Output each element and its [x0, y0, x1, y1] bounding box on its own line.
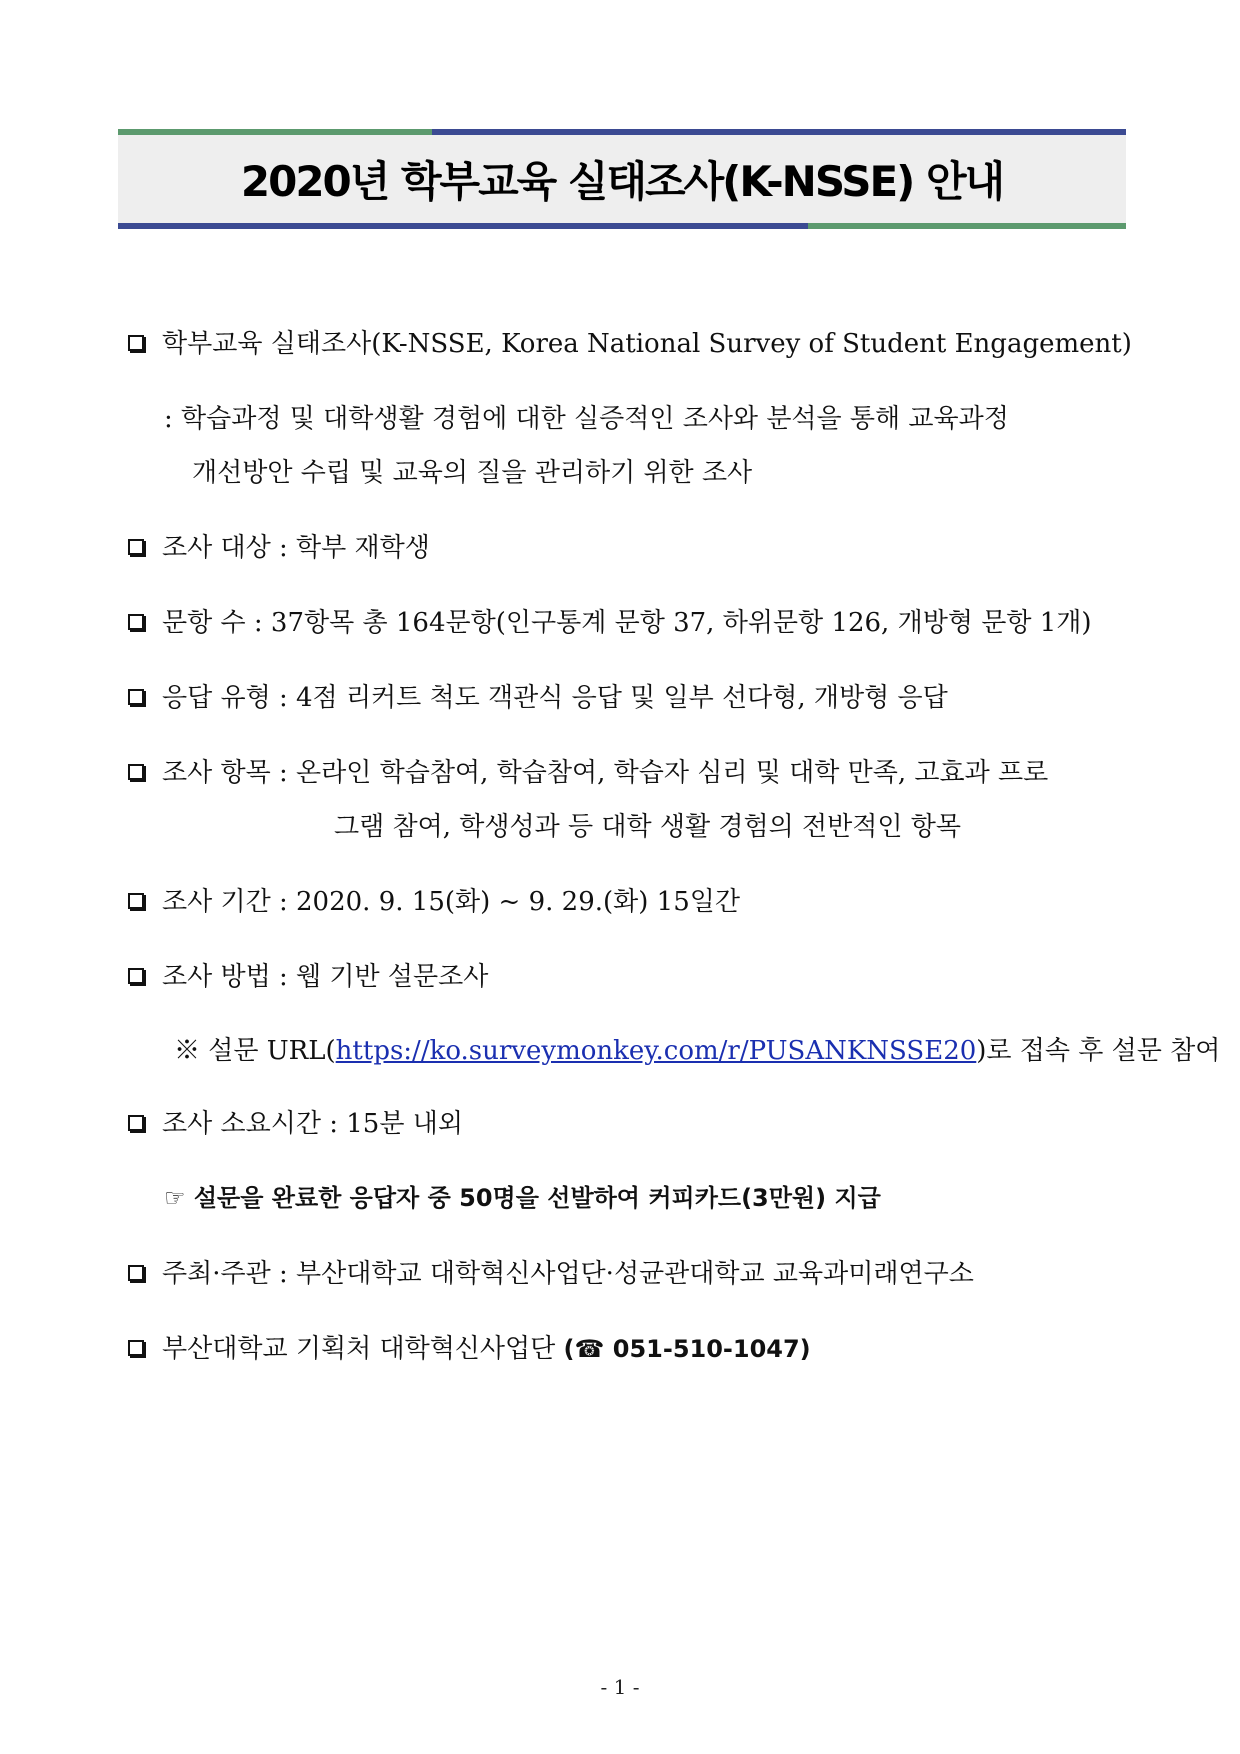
- checkbox-bullet-icon: [128, 335, 144, 351]
- checkbox-bullet-icon: [128, 539, 144, 555]
- response-type-text: 응답 유형 : 4점 리커트 척도 객관식 응답 및 일부 선다형, 개방형 응답: [162, 683, 948, 713]
- list-item-target: [128, 527, 430, 564]
- intro-desc-line-1: : 학습과정 및 대학생활 경험에 대한 실증적인 조사와 분석을 통해 교육과정: [164, 404, 1009, 434]
- list-item-intro: [128, 323, 1132, 360]
- checkbox-bullet-icon: [128, 1265, 144, 1281]
- list-item-method: [128, 956, 488, 993]
- list-item-period: [128, 881, 740, 918]
- period-text: 조사 기간 : 2020. 9. 15(화) ~ 9. 29.(화) 15일간: [162, 887, 740, 917]
- intro-desc-line-2: 개선방안 수립 및 교육의 질을 관리하기 위한 조사: [192, 458, 753, 488]
- contact-label: 부산대학교 기획처 대학혁신사업단: [162, 1334, 564, 1364]
- checkbox-bullet-icon: [128, 968, 144, 984]
- page-title: 2020년 학부교육 실태조사(K-NSSE) 안내: [240, 157, 1004, 206]
- method-text: 조사 방법 : 웹 기반 설문조사: [162, 962, 489, 992]
- list-item-duration: [128, 1103, 463, 1140]
- checkbox-bullet-icon: [128, 689, 144, 705]
- reward-note: ☞ 설문을 완료한 응답자 중 50명을 선발하여 커피카드(3만원) 지급: [164, 1184, 881, 1212]
- scope-line-2: 그램 참여, 학생성과 등 대학 생활 경험의 전반적인 항목: [334, 812, 961, 842]
- checkbox-bullet-icon: [128, 1340, 144, 1356]
- host-text: 주최·주관 : 부산대학교 대학혁신사업단·성균관대학교 교육과미래연구소: [162, 1259, 974, 1289]
- list-item-contact: [128, 1328, 811, 1365]
- list-item-scope: [128, 752, 1048, 789]
- page-number: - 1 -: [600, 1675, 640, 1699]
- checkbox-bullet-icon: [128, 764, 144, 780]
- list-item-questions: [128, 602, 1092, 639]
- questions-text: 문항 수 : 37항목 총 164문항(인구통계 문항 37, 하위문항 126, 개방형 문항 1개): [162, 608, 1092, 638]
- checkbox-bullet-icon: [128, 614, 144, 630]
- contact-phone: (☎ 051-510-1047): [563, 1335, 811, 1363]
- duration-text: 조사 소요시간 : 15분 내외: [162, 1109, 463, 1139]
- title-bottom-bar-navy: [118, 223, 808, 229]
- checkbox-bullet-icon: [128, 1115, 144, 1131]
- title-bottom-bar-green: [808, 223, 1126, 229]
- list-item-response-type: [128, 677, 948, 714]
- target-text: 조사 대상 : 학부 재학생: [162, 533, 430, 563]
- survey-url-note: [174, 1030, 1220, 1067]
- url-prefix: ※ 설문 URL(: [174, 1036, 336, 1066]
- url-suffix: )로 접속 후 설문 참여: [976, 1036, 1221, 1066]
- checkbox-bullet-icon: [128, 893, 144, 909]
- survey-url-link[interactable]: https://ko.surveymonkey.com/r/PUSANKNSSE20: [335, 1036, 977, 1066]
- intro-text: 학부교육 실태조사(K-NSSE, Korea National Survey of Student Engagement): [162, 329, 1132, 359]
- list-item-host: [128, 1253, 974, 1290]
- scope-text-1: 조사 항목 : 온라인 학습참여, 학습참여, 학습자 심리 및 대학 만족, 고효과 프로: [162, 758, 1049, 788]
